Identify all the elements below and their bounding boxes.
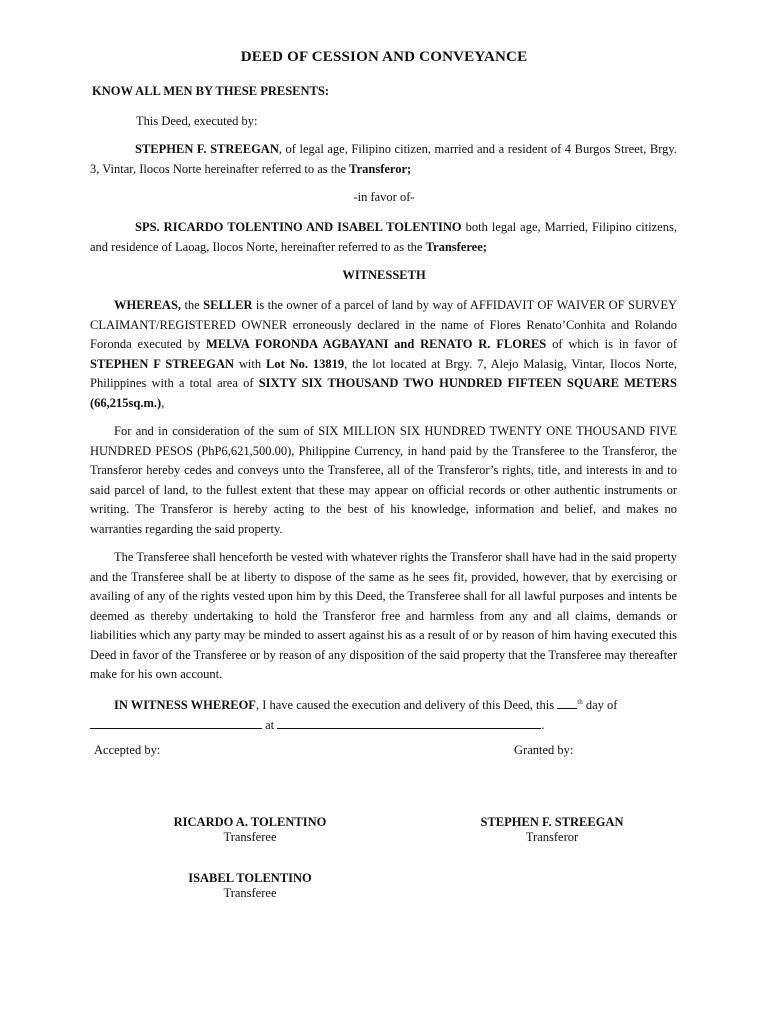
transferee-role: Transferee; <box>425 239 487 254</box>
signature-isabel <box>140 871 360 901</box>
whereas-area: SIXTY SIX THOUSAND TWO HUNDRED FIFTEEN SQUARE METERS (66,215sq.m.) <box>90 376 677 410</box>
whereas-lot: Lot No. 13819 <box>265 356 345 371</box>
accepted-by-label: Accepted by: <box>94 743 161 757</box>
whereas-text-2: is the owner of a parcel of land by way of AFFIDAVIT OF WAIVER OF SURVEY CLAIMANT/REGISTERED OWNER erroneously declared in the name of Flores Renato’Conhita and Rolando Foronda executed by <box>90 298 678 351</box>
transferee-name: SPS. RICARDO TOLENTINO AND ISABEL TOLENTINO <box>135 220 462 234</box>
executed-by-line: This Deed, executed by: <box>136 114 258 128</box>
month-blank <box>90 716 262 729</box>
witness-whereof-text-1: , I have caused the execution and delivery of this Deed, this <box>255 698 558 713</box>
transferee-paragraph <box>90 218 677 257</box>
witnesseth-heading: WITNESSETH <box>342 268 426 282</box>
transferor-text: , of legal age, Filipino citizen, married and a resident of 4 Burgos Street, Brgy. 3, Vintar, Ilocos Norte hereinafter referred to as the <box>90 142 677 176</box>
signature-ricardo <box>140 815 360 845</box>
whereas-text-3: of which is in favor of <box>546 337 677 351</box>
transferor-paragraph <box>90 140 677 179</box>
transferor-role: Transferor; <box>349 161 412 176</box>
transferee-text: both legal age, Married, Filipino citizens, and residence of Laoag, Ilocos Norte, hereinafter referred to as the <box>90 220 677 254</box>
know-all-heading: KNOW ALL MEN BY THESE PRESENTS: <box>92 84 329 98</box>
whereas-text-1: the <box>181 298 204 312</box>
document-title: DEED OF CESSION AND CONVEYANCE <box>240 49 528 65</box>
whereas-text-6: , <box>161 395 165 410</box>
consideration-paragraph: For and in consideration of the sum of SIX MILLION SIX HUNDRED TWENTY ONE THOUSAND FIVE HUNDRED PESOS (PhP6,621,500.00), Philippine Currency, in hand paid by the Transferee to the Transferor, the Transferor hereby cedes and conveys unto the Transferee, all of the Transferor’s rights, title, and interests in and to said parcel of land, to the fullest extent that these may appear on official records or other authentic instruments or writing. The Transferor is hereby acting to the best of his knowledge, information and belief, and makes no warranties regarding the said property. <box>90 424 677 536</box>
vested-paragraph: The Transferee shall henceforth be vested with whatever rights the Transferor shall have had in the said property and the Transferee shall be at liberty to dispose of the same as he sees fit, provided, however, that by exercising or availing of any of the rights vested upon him by this Deed, the Transferee shall for all lawful purposes and intents be deemed as thereby undertaking to hold the Transferor free and harmless from any and all claims, demands or liabilities which any party may be minded to assert against his as a result of or by reason of him having executed this Deed in favor of the Transferee or by reason of any disposition of the said property that the Transferee may thereafter make for his own account. <box>90 550 677 681</box>
whereas-lead: WHEREAS, <box>114 298 182 312</box>
signatory-name: RICARDO A. TOLENTINO <box>173 815 327 829</box>
whereas-seller: SELLER <box>203 298 253 312</box>
signatory-name: ISABEL TOLENTINO <box>188 871 312 885</box>
signatory-name: STEPHEN F. STREEGAN <box>480 815 624 829</box>
witness-whereof-lead: IN WITNESS WHEREOF <box>114 698 256 713</box>
signatory-role: Transferee <box>223 886 277 900</box>
whereas-text-4: with <box>234 356 266 371</box>
witness-whereof-text-4: . <box>541 717 545 732</box>
whereas-paragraph <box>90 296 677 413</box>
witness-whereof-text-2: day of <box>582 698 618 713</box>
witness-whereof-paragraph <box>90 693 677 735</box>
witness-whereof-line-2 <box>90 716 544 736</box>
signature-stephen <box>442 815 662 845</box>
whereas-text-5: , the lot located at Brgy. 7, Alejo Malasig, Vintar, Ilocos Norte, Philippines with a total area of <box>90 356 677 390</box>
in-favor-line: -in favor of- <box>353 190 415 204</box>
signatory-role: Transferee <box>223 830 277 844</box>
signatory-role: Transferor <box>525 830 579 844</box>
day-suffix: th <box>577 698 583 706</box>
witness-whereof-text-3: at <box>262 717 278 732</box>
transferor-name: STEPHEN F. STREEGAN <box>135 142 279 156</box>
whereas-favor: STEPHEN F STREEGAN <box>90 356 235 371</box>
place-blank <box>277 716 541 729</box>
day-blank <box>557 696 577 709</box>
granted-by-label: Granted by: <box>514 743 574 757</box>
whereas-executors: MELVA FORONDA AGBAYANI and RENATO R. FLORES <box>206 337 547 351</box>
